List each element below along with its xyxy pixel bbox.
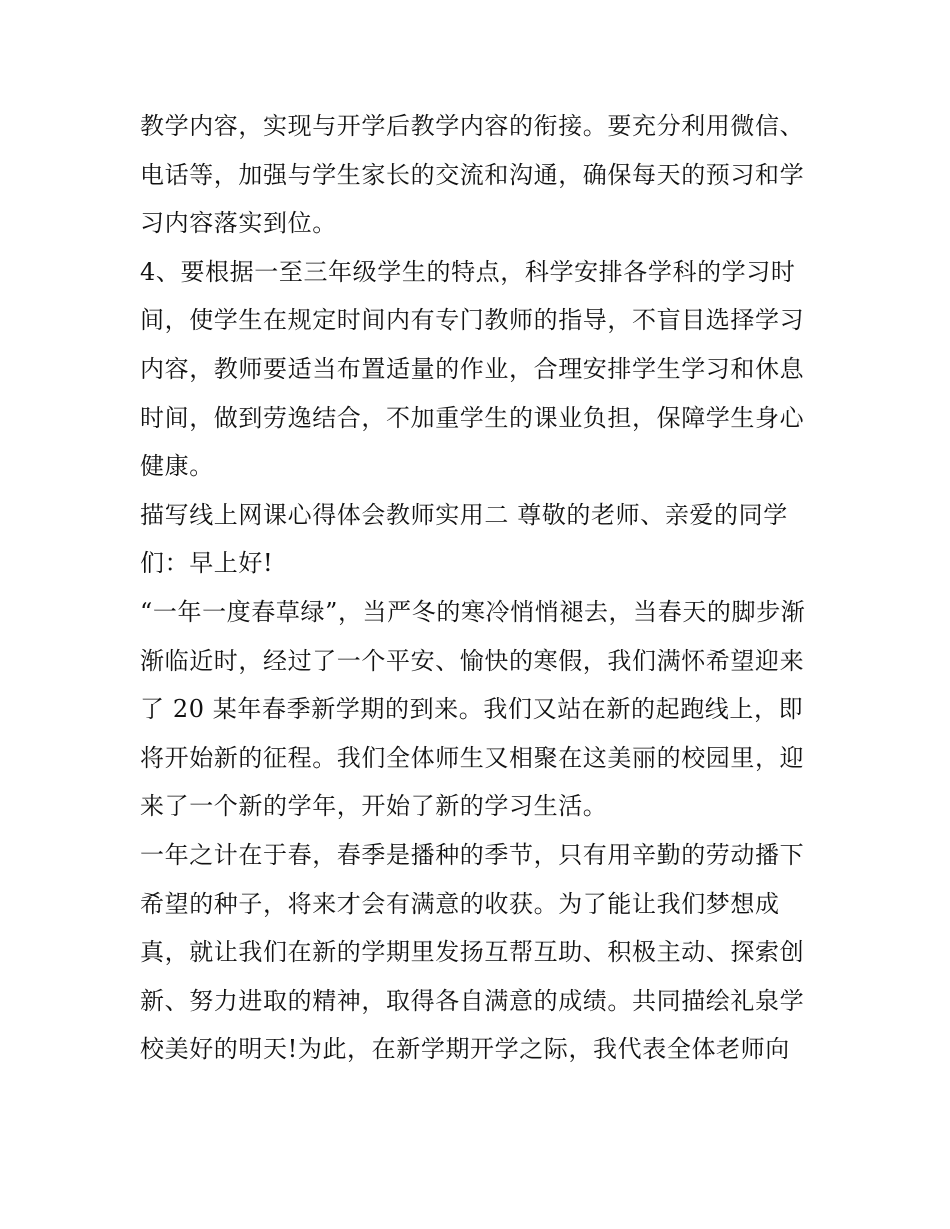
text-line: 们：早上好! [140, 549, 274, 578]
text-line: 时间，做到劳逸结合，不加重学生的课业负担，保障学生身心 [140, 403, 805, 432]
text-line: 将开始新的征程。我们全体师生又相聚在这美丽的校园里，迎 [140, 743, 805, 772]
text-line: 希望的种子，将来才会有满意的收获。为了能让我们梦想成 [140, 889, 780, 918]
text-line: 了 20 某年春季新学期的到来。我们又站在新的起跑线上，即 [140, 695, 804, 724]
text-line: 教学内容，实现与开学后教学内容的衔接。要充分利用微信、 [140, 112, 805, 140]
text-line: 4、要根据一至三年级学生的特点，科学安排各学科的学习时 [140, 257, 796, 286]
text-line: 间，使学生在规定时间内有专门教师的指导，不盲目选择学习 [140, 306, 805, 335]
text-line: 内容，教师要适当布置适量的作业，合理安排学生学习和休息 [140, 354, 805, 383]
document-body-text [140, 102, 820, 1074]
text-line: 渐临近时，经过了一个平安、愉快的寒假，我们满怀希望迎来 [140, 646, 805, 675]
text-line: 真，就让我们在新的学期里发扬互帮互助、积极主动、探索创 [140, 938, 805, 967]
text-line: 一年之计在于春，春季是播种的季节，只有用辛勤的劳动播下 [140, 840, 805, 869]
text-line: 电话等，加强与学生家长的交流和沟通，确保每天的预习和学 [140, 160, 805, 189]
section-heading-line: 描写线上网课心得体会教师实用二 尊敬的老师、亲爱的同学 [140, 500, 788, 529]
text-line: 健康。 [140, 452, 214, 481]
text-line: “一年一度春草绿”，当严冬的寒冷悄悄褪去，当春天的脚步渐 [140, 597, 806, 626]
text-line: 来了一个新的学年，开始了新的学习生活。 [140, 792, 608, 821]
text-line: 校美好的明天!为此，在新学期开学之际，我代表全体老师向 [140, 1035, 790, 1064]
text-line: 新、努力进取的精神，取得各自满意的成绩。共同描绘礼泉学 [140, 986, 805, 1015]
text-line: 习内容落实到位。 [140, 209, 337, 238]
